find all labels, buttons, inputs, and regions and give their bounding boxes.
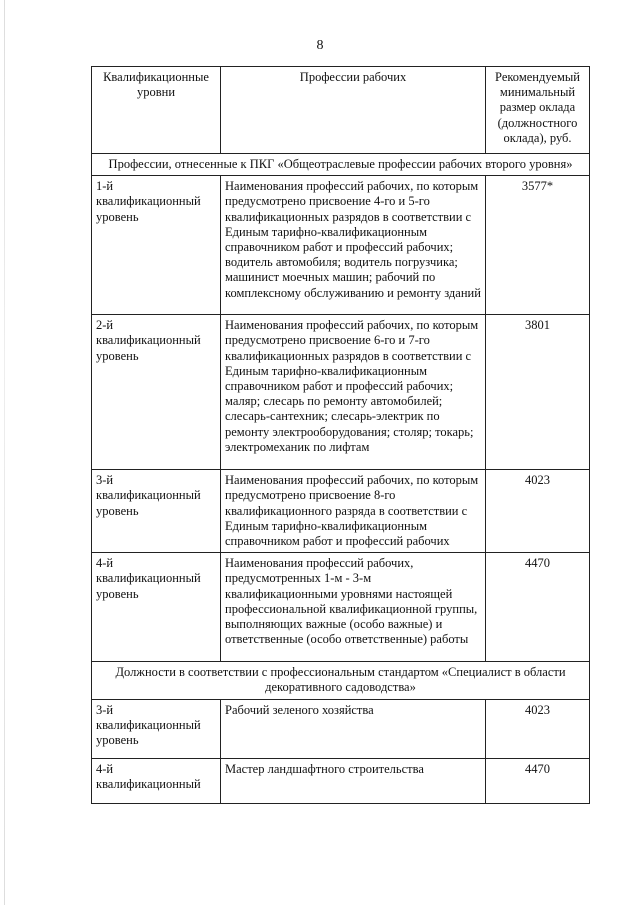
section-title: Должности в соответствии с профессиональным стандартом «Специалист в области декоративного садоводства» — [92, 662, 590, 699]
salary-cell: 3801 — [486, 315, 590, 470]
professions-cell: Наименования профессий рабочих, по которым предусмотрено присвоение 6-го и 7-го квалификационных разрядов в соответствии с Единым тарифно-квалификационным справочником работ и профессий рабочих; маляр; слесарь по ремонту автомобилей; слесарь-сантехник; слесарь-электрик по ремонту электрооборудования; столяр; токарь; электромеханик по лифтам — [221, 315, 486, 470]
header-salary: Рекомендуемый минимальный размер оклада (должностного оклада), руб. — [486, 67, 590, 154]
salary-cell: 4470 — [486, 553, 590, 662]
professions-cell: Наименования профессий рабочих, по которым предусмотрено присвоение 8-го квалификационного разряда в соответствии с Единым тарифно-квалификационным справочником работ и профессий рабочих — [221, 470, 486, 553]
level-cell: 3-й квалификационный уровень — [92, 699, 221, 758]
level-cell: 1-й квалификационный уровень — [92, 176, 221, 315]
table-row — [92, 758, 590, 803]
salary-cell: 3577* — [486, 176, 590, 315]
scan-edge-artifact — [4, 0, 5, 905]
professions-cell: Рабочий зеленого хозяйства — [221, 699, 486, 758]
section-title: Профессии, отнесенные к ПКГ «Общеотраслевые профессии рабочих второго уровня» — [92, 154, 590, 176]
table-row — [92, 553, 590, 662]
level-cell: 3-й квалификационный уровень — [92, 470, 221, 553]
salary-cell: 4023 — [486, 470, 590, 553]
section-row — [92, 154, 590, 176]
header-professions: Профессии рабочих — [221, 67, 486, 154]
salary-cell: 4023 — [486, 699, 590, 758]
salary-table — [91, 66, 590, 804]
professions-cell: Мастер ландшафтного строительства — [221, 758, 486, 803]
level-cell: 2-й квалификационный уровень — [92, 315, 221, 470]
section-row — [92, 662, 590, 699]
table-row — [92, 699, 590, 758]
professions-cell: Наименования профессий рабочих, предусмотренных 1-м - 3-м квалификационными уровнями настоящей профессиональной квалификационной группы, выполняющих важные (особо важные) и ответственные (особо ответственные) работы — [221, 553, 486, 662]
professions-cell: Наименования профессий рабочих, по которым предусмотрено присвоение 4-го и 5-го квалификационных разрядов в соответствии с Единым тарифно-квалификационным справочником работ и профессий рабочих; водитель автомобиля; водитель погрузчика; машинист моечных машин; рабочий по комплексному обслуживанию и ремонту зданий — [221, 176, 486, 315]
table-row — [92, 315, 590, 470]
table-header-row — [92, 67, 590, 154]
table-row — [92, 470, 590, 553]
level-cell: 4-й квалификационный — [92, 758, 221, 803]
page-number: 8 — [316, 38, 324, 53]
header-levels: Квалификационные уровни — [92, 67, 221, 154]
table-row — [92, 176, 590, 315]
level-cell: 4-й квалификационный уровень — [92, 553, 221, 662]
salary-cell: 4470 — [486, 758, 590, 803]
